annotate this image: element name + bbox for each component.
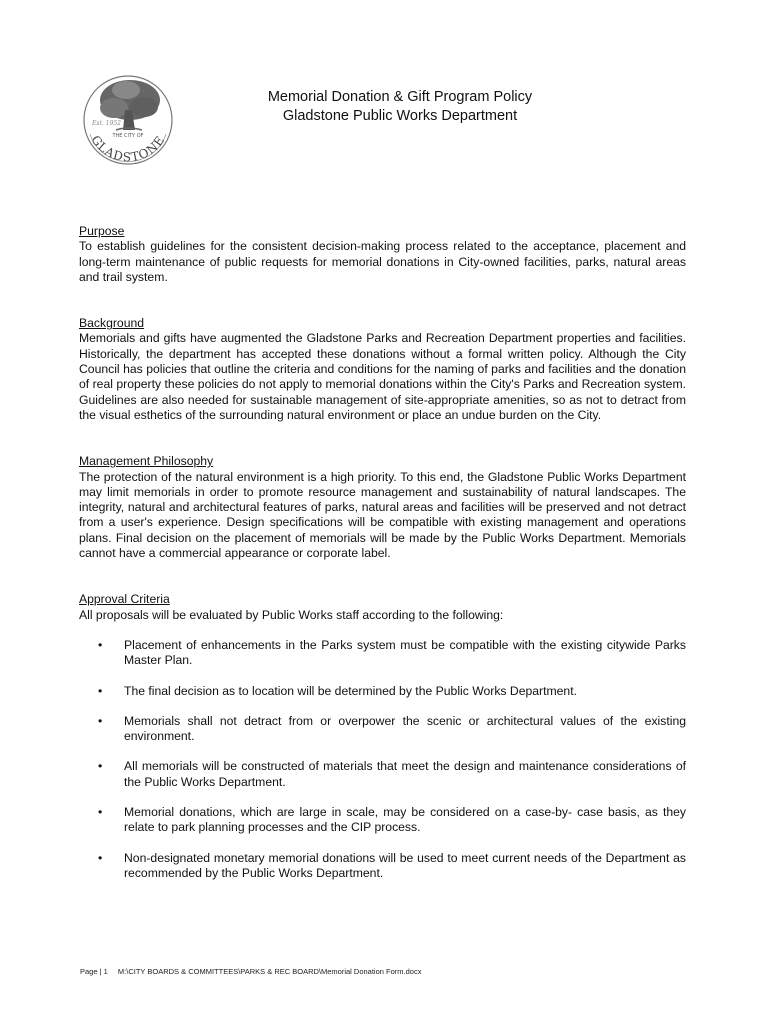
criteria-section	[79, 592, 686, 881]
list-item-text: The final decision as to location will be determined by the Public Works Department.	[124, 683, 577, 698]
list-item	[79, 684, 686, 699]
list-item	[79, 714, 686, 745]
list-item-text: All memorials will be constructed of materials that meet the design and maintenance considerations of the Public Works Department.	[124, 759, 686, 789]
list-item	[79, 638, 686, 669]
document-title: Memorial Donation & Gift Program Policy	[267, 89, 533, 105]
document-body	[79, 224, 686, 912]
purpose-text: To establish guidelines for the consistent decision-making process related to the acceptance, placement and long-term maintenance of public requests for memorial donations in City-owned facilities, parks, natural areas and trail system.	[79, 239, 686, 284]
list-item	[79, 759, 686, 790]
bullet-icon: •	[98, 637, 103, 652]
list-item-text: Placement of enhancements in the Parks system must be compatible with the existing citywide Parks Master Plan.	[124, 637, 686, 668]
list-item-text: Non-designated monetary memorial donations will be used to meet current needs of the Department as recommended by the Public Works Department.	[124, 850, 686, 880]
bullet-icon: •	[98, 683, 103, 698]
background-section	[79, 316, 686, 423]
criteria-heading: Approval Criteria	[79, 592, 170, 607]
background-heading: Background	[79, 316, 145, 331]
logo-city-of-text: THE CITY OF	[112, 133, 144, 139]
logo-script-text: Est. 1952	[92, 120, 121, 127]
bullet-icon: •	[98, 713, 103, 728]
list-item	[79, 851, 686, 882]
philosophy-text: The protection of the natural environment is a high priority. To this end, the Gladstone Public Works Department may limit memorials in order to promote resource management and sustainability of natural landscapes. The integrity, natural and architectural features of parks, natural areas and facilities will be preserved and not detract from a user's experience. Design specifications will be compatible with existing management and operations plans. Final decision on the placement of memorials will be made by the Public Works Department. Memorials cannot have a commercial appearance or corporate label.	[79, 469, 686, 561]
page-footer	[80, 967, 421, 976]
list-item-text: Memorials shall not detract from or overpower the scenic or architectural values of the existing environment.	[124, 713, 686, 744]
philosophy-heading: Management Philosophy	[79, 454, 214, 469]
bullet-icon: •	[98, 759, 103, 774]
page-number: Page | 1	[80, 967, 108, 976]
background-text: Memorials and gifts have augmented the Gladstone Parks and Recreation Department properties and facilities. Historically, the department has accepted these donations without a formal written policy. Although the City Council has policies that outline the criteria and conditions for the naming of parks and facilities and the donation of real property these policies do not apply to memorial donations within the City's Parks and Recreation system. Guidelines are also needed for sustainable management of site-appropriate amenities, so as not to detract from the visual esthetics of the surrounding natural environment or place an undue burden on the City.	[79, 331, 686, 422]
document-header	[190, 88, 610, 126]
document-subtitle: Gladstone Public Works Department	[282, 108, 518, 124]
purpose-section	[79, 224, 686, 285]
criteria-list	[79, 638, 686, 881]
file-path: M:\CITY BOARDS & COMMITTEES\PARKS & REC BOARD\Memorial Donation Form.docx	[117, 967, 422, 976]
philosophy-section	[79, 454, 686, 561]
bullet-icon: •	[98, 850, 103, 865]
list-item	[79, 805, 686, 836]
purpose-heading: Purpose	[79, 224, 125, 238]
list-item-text: Memorial donations, which are large in scale, may be considered on a case-by- case basis, as they relate to park planning processes and the CIP process.	[124, 805, 686, 835]
city-seal-logo	[80, 70, 176, 170]
logo-gladstone-text: GLADSTONE	[88, 132, 168, 165]
criteria-intro: All proposals will be evaluated by Public Works staff according to the following:	[79, 607, 504, 622]
bullet-icon: •	[98, 805, 103, 820]
